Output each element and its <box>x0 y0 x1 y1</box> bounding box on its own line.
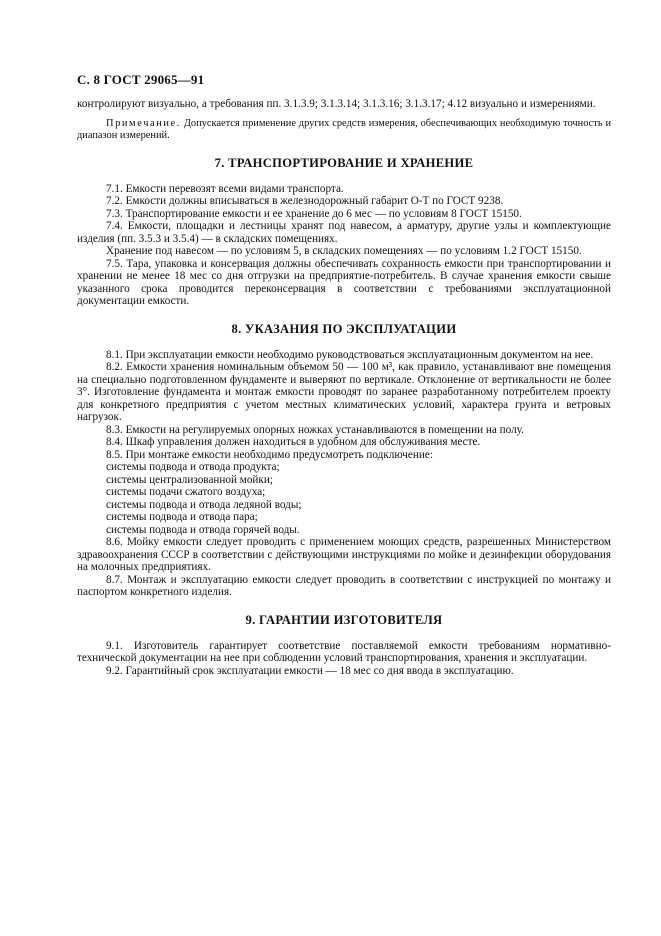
paragraph-8-1: 8.1. При эксплуатации емкости необходимо руководствоваться эксплуатационным документом на нее. <box>106 348 594 361</box>
paragraph-7-4-storage: Хранение под навесом — по условиям 5, в складских помещениях — по условиям 1.2 ГОСТ 15150. <box>106 245 582 257</box>
paragraph-8-3: 8.3. Емкости на регулируемых опорных ножках устанавливаются в помещении на полу. <box>106 423 524 436</box>
note-label: Примечание. <box>106 117 181 129</box>
paragraph-8-6: 8.6. Мойку емкости следует проводить с применением моющих средств, разрешенных Министерством здравоохранения СССР в соответствии с действующими инструкциями по мойке и дезинфекции оборудования на молочных предприятиях. <box>77 536 611 573</box>
list-item: системы подвода и отвода ледяной воды; <box>106 498 302 511</box>
paragraph-8-7: 8.7. Монтаж и эксплуатацию емкости следует проводить в соответствии с инструкцией по монтажу и паспортом конкретного изделия. <box>77 573 611 598</box>
list-item: системы подвода и отвода пара; <box>106 511 258 523</box>
document-body <box>77 98 611 677</box>
section-7-title: 7. ТРАНСПОРТИРОВАНИЕ И ХРАНЕНИЕ <box>214 155 474 170</box>
paragraph-8-5: 8.5. При монтаже емкости необходимо предусмотреть подключение: <box>106 448 433 461</box>
intro-paragraph: контролируют визуально, а требования пп. 3.1.3.9; 3.1.3.14; 3.1.3.16; 3.1.3.17; 4.12 визуально и измерениями. <box>77 98 596 110</box>
paragraph-8-4: 8.4. Шкаф управления должен находиться в удобном для обслуживания месте. <box>106 436 481 448</box>
list-item: системы подачи сжатого воздуха; <box>106 486 266 498</box>
paragraph-7-3: 7.3. Транспортирование емкости и ее хранение до 6 мес — по условиям 8 ГОСТ 15150. <box>106 207 522 220</box>
paragraph-7-1: 7.1. Емкости перевозят всеми видами транспорта. <box>106 182 344 195</box>
note-paragraph <box>77 118 611 142</box>
note-text: Допускается применение других средств измерения, обеспечивающих необходимую точность и диапазон измерений. <box>77 117 611 141</box>
paragraph-7-4: 7.4. Емкости, площадки и лестницы хранят под навесом, а арматуру, другие узлы и комплектующие изделия (пп. 3.5.3 и 3.5.4) — в складских помещениях. <box>77 220 611 245</box>
list-item: системы централизованной мойки; <box>106 473 273 486</box>
paragraph-9-2: 9.2. Гарантийный срок эксплуатации емкости — 18 мес со дня ввода в эксплуатацию. <box>106 664 514 677</box>
section-8-title: 8. УКАЗАНИЯ ПО ЭКСПЛУАТАЦИИ <box>231 321 457 336</box>
list-item: системы подвода и отвода продукта; <box>106 461 280 473</box>
paragraph-7-5: 7.5. Тара, упаковка и консервация должны обеспечивать сохранность емкости при транспортировании и хранении не менее 18 мес со дня отгрузки на предприятие-потребитель. В случае хранения емкости свыше указанного срока проводится переконсервация в соответствии с требованиями эксплуатационной документации емкости. <box>77 257 611 307</box>
paragraph-8-2: 8.2. Емкости хранения номинальным объемом 50 — 100 м³, как правило, устанавливают вне помещения на специально подготовленном фундаменте и выверяют по вертикале. Отклонение от вертикальности не более 3°. Изготовление фундамента и монтаж емкости проводят по заранее разработанному потребителем проекту для конкретного предприятия с учетом местных климатических условий, характера грунта и ветровых нагрузок. <box>77 361 611 423</box>
paragraph-7-2: 7.2. Емкости должны вписываться в железнодорожный габарит О-Т по ГОСТ 9238. <box>106 195 504 207</box>
list-item: системы подвода и отвода горячей воды. <box>106 523 300 536</box>
section-9-title: 9. ГАРАНТИИ ИЗГОТОВИТЕЛЯ <box>245 612 443 627</box>
page-header: С. 8 ГОСТ 29065—91 <box>77 72 205 87</box>
paragraph-9-1: 9.1. Изготовитель гарантирует соответствие поставляемой емкости требованиям нормативно-технической документации на нее при соблюдении условий транспортирования, хранения и эксплуатации. <box>77 639 611 664</box>
